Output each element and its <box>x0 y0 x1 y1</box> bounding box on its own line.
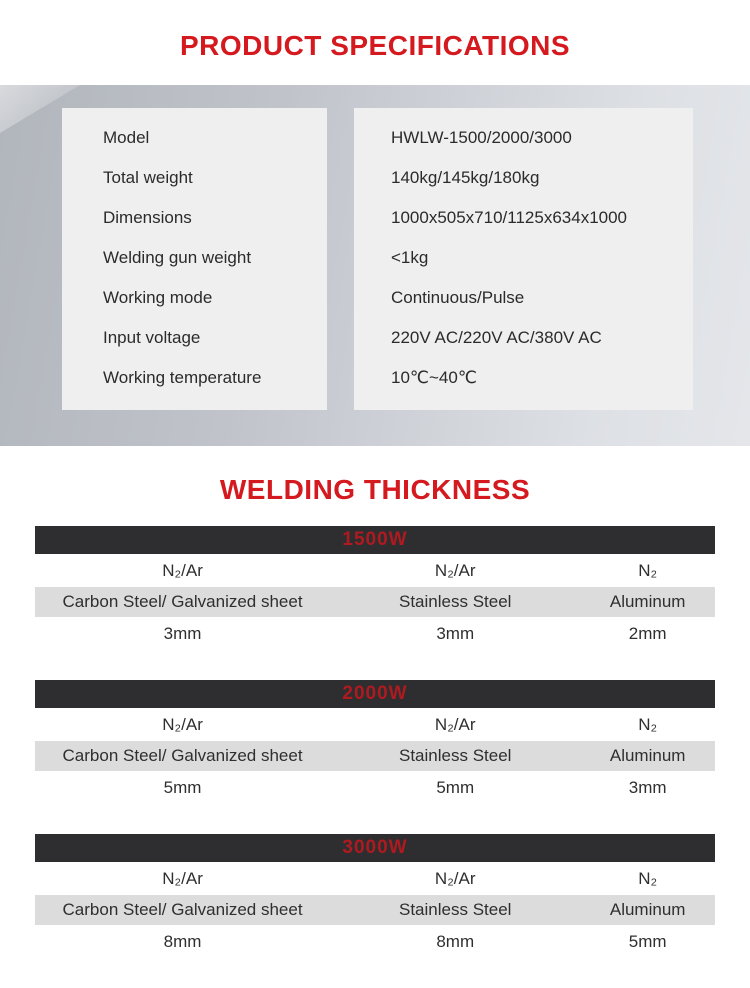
thickness-cell: 2mm <box>628 624 667 643</box>
spec-value-dimensions: 1000x505x710/1125x634x1000 <box>391 208 628 227</box>
material-cell: Stainless Steel <box>399 746 512 765</box>
spec-value-working-temperature: 10℃~40℃ <box>391 368 477 387</box>
thickness-cell: 5mm <box>628 932 667 951</box>
material-cell: Aluminum <box>609 900 686 919</box>
gas-cell: N₂ <box>638 869 658 888</box>
spec-value-working-mode: Continuous/Pulse <box>391 288 525 307</box>
material-row <box>35 587 715 617</box>
thickness-cell: 8mm <box>163 932 202 951</box>
thickness-cell: 5mm <box>436 778 475 797</box>
spec-label-model: Model <box>103 128 150 147</box>
spec-value-total-weight: 140kg/145kg/180kg <box>391 168 540 187</box>
gas-cell: N₂/Ar <box>434 561 476 580</box>
page-title: PRODUCT SPECIFICATIONS <box>179 30 571 61</box>
thickness-row <box>35 925 715 958</box>
material-cell: Carbon Steel/ Galvanized sheet <box>62 592 303 611</box>
gas-row <box>35 862 715 895</box>
spec-labels-box <box>62 108 327 410</box>
thickness-cell: 3mm <box>163 624 202 643</box>
spec-value-welding-gun-weight: <1kg <box>391 248 429 267</box>
thickness-cell: 8mm <box>436 932 475 951</box>
gas-cell: N₂/Ar <box>434 869 476 888</box>
material-cell: Carbon Steel/ Galvanized sheet <box>62 746 303 765</box>
material-cell: Aluminum <box>609 592 686 611</box>
specifications-section <box>0 85 750 446</box>
gas-cell: N₂/Ar <box>162 869 203 888</box>
material-cell: Stainless Steel <box>399 592 512 611</box>
spec-label-dimensions: Dimensions <box>103 208 192 227</box>
gas-cell: N₂/Ar <box>162 561 203 580</box>
thickness-row <box>35 771 715 804</box>
thickness-cell: 5mm <box>163 778 202 797</box>
spec-label-welding-gun-weight: Welding gun weight <box>103 248 252 267</box>
material-cell: Stainless Steel <box>399 900 512 919</box>
gas-cell: N₂ <box>638 715 658 734</box>
gas-row <box>35 708 715 741</box>
thickness-row <box>35 617 715 650</box>
power-bar-3000w: 3000W <box>35 834 715 862</box>
thickness-cell: 3mm <box>436 624 475 643</box>
material-cell: Carbon Steel/ Galvanized sheet <box>62 900 303 919</box>
gas-cell: N₂/Ar <box>434 715 476 734</box>
spec-label-working-temperature: Working temperature <box>103 368 262 387</box>
spec-value-model: HWLW-1500/2000/3000 <box>391 128 572 147</box>
welding-table-1500w <box>35 526 715 650</box>
gas-cell: N₂/Ar <box>162 715 203 734</box>
spec-label-total-weight: Total weight <box>103 168 193 187</box>
welding-thickness-title: WELDING THICKNESS <box>219 474 531 505</box>
material-row <box>35 741 715 771</box>
power-bar-1500w: 1500W <box>35 526 715 554</box>
spec-label-working-mode: Working mode <box>103 288 213 307</box>
gas-cell: N₂ <box>638 561 658 580</box>
spec-value-input-voltage: 220V AC/220V AC/380V AC <box>391 328 602 347</box>
material-row <box>35 895 715 925</box>
welding-thickness-tables <box>35 526 715 988</box>
gas-row <box>35 554 715 587</box>
welding-table-3000w <box>35 834 715 958</box>
spec-values-box <box>354 108 693 410</box>
welding-table-2000w <box>35 680 715 804</box>
material-cell: Aluminum <box>609 746 686 765</box>
spec-label-input-voltage: Input voltage <box>103 328 201 347</box>
thickness-cell: 3mm <box>628 778 667 797</box>
power-bar-2000w: 2000W <box>35 680 715 708</box>
